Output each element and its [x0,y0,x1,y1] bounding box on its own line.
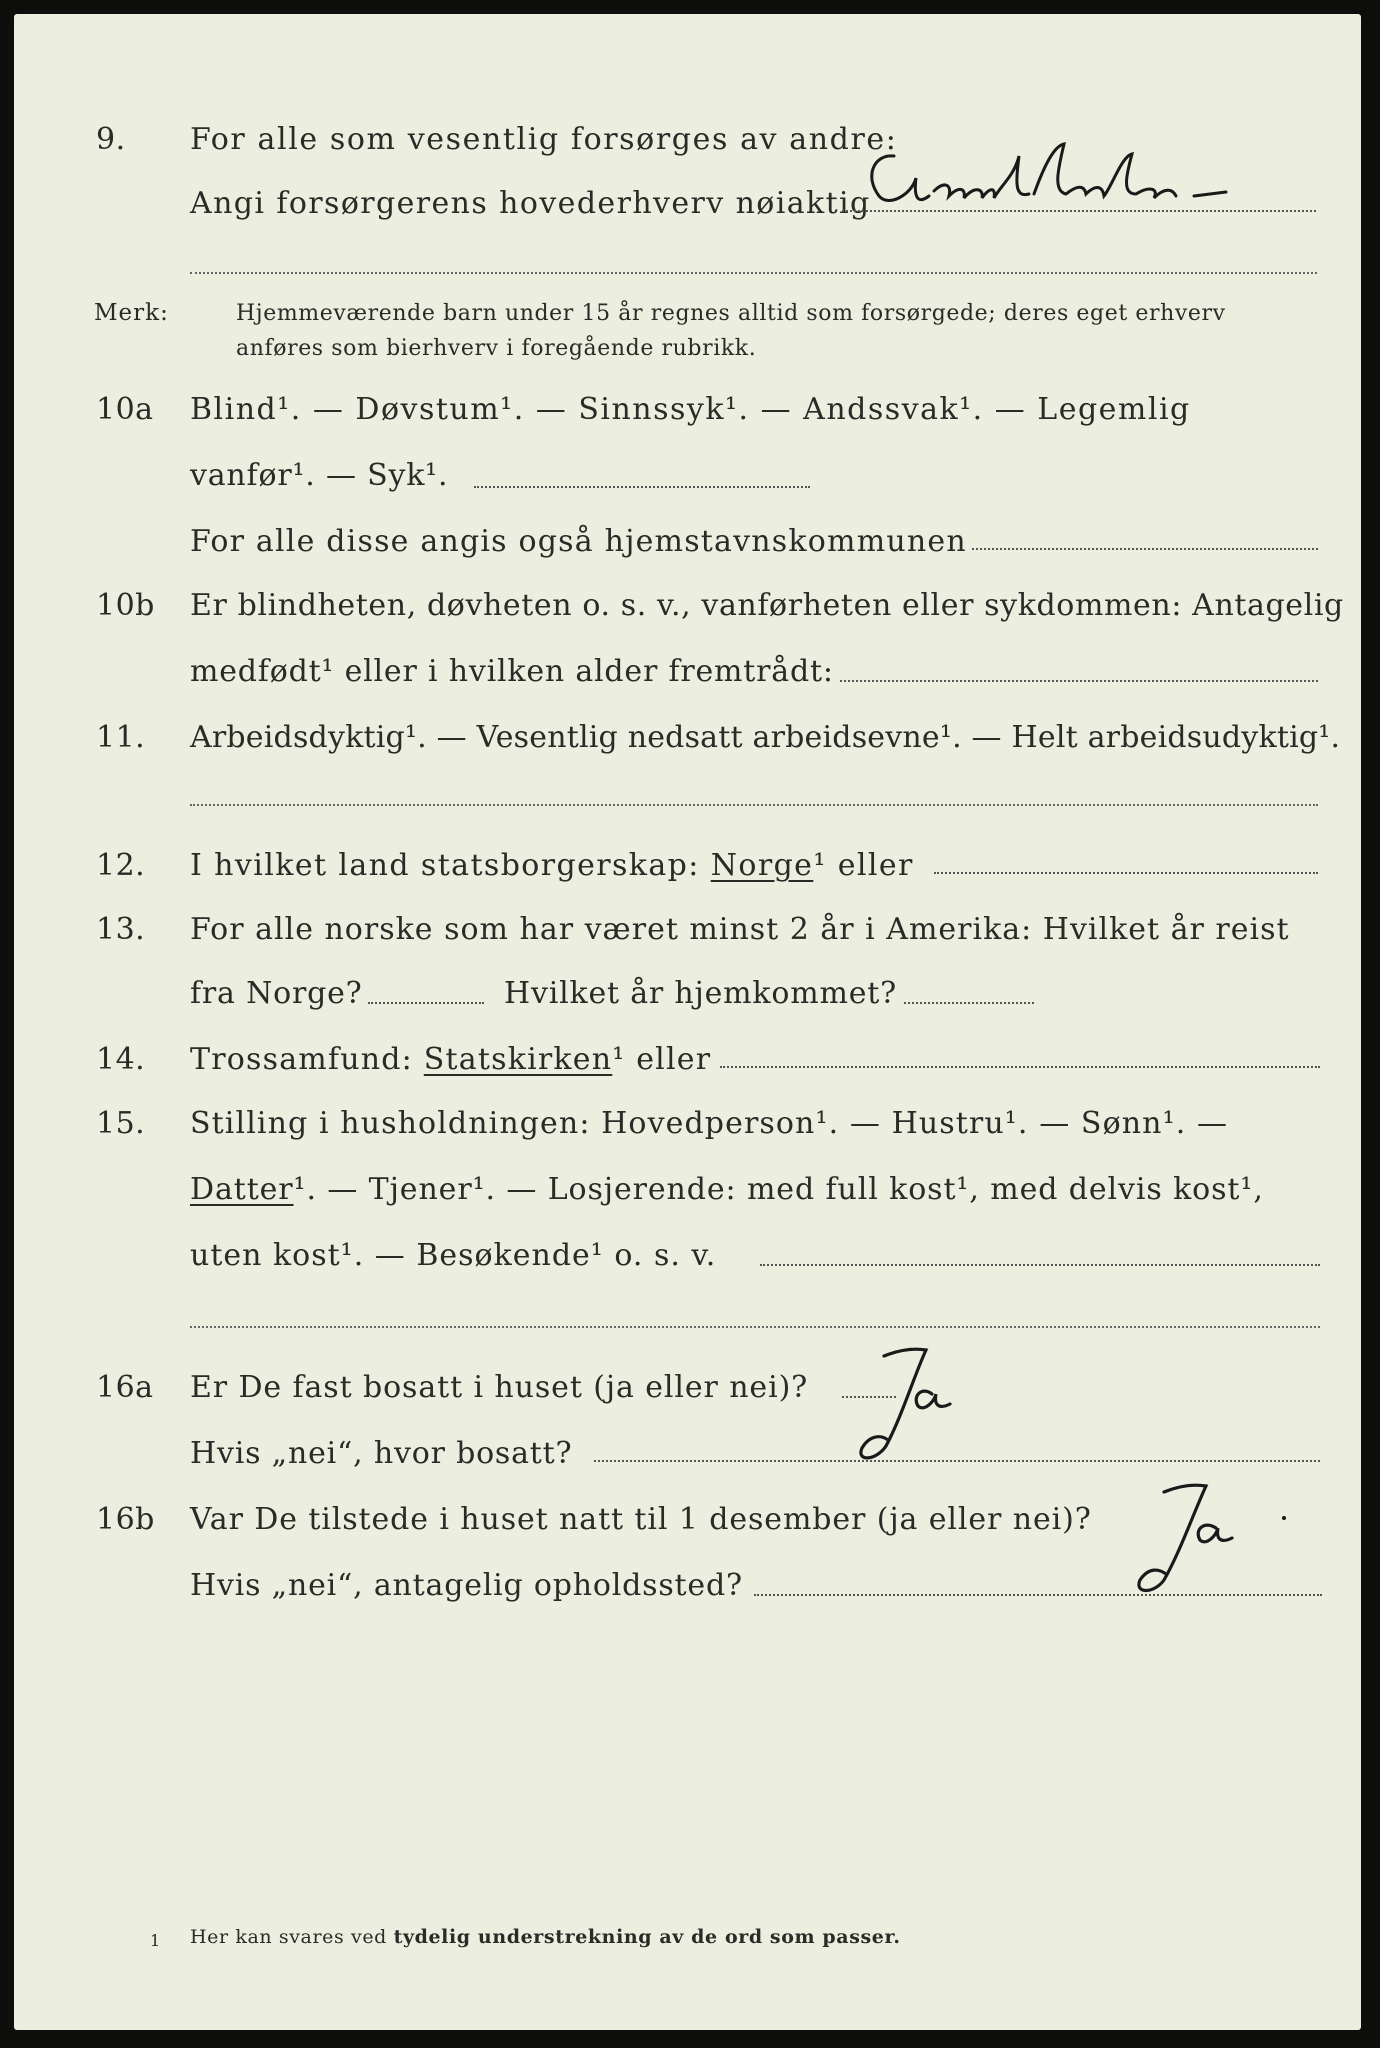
q9-extra-line [190,272,1317,274]
q9-line1: For alle som vesentlig forsørges av andre: [190,122,898,157]
q9-number: 9. [96,122,126,157]
q10b-line2-fill [840,680,1318,682]
q11-extra-line [190,804,1318,806]
q14-fill [720,1066,1320,1068]
q16a-line2: Hvis „nei“, hvor bosatt? [190,1436,573,1471]
merk-label: Merk: [94,300,169,326]
q10b-line2: medfødt¹ eller i hvilken alder fremtrådt: [190,654,834,689]
q9-handwritten-answer [854,136,1294,226]
footnote [190,1926,901,1948]
q12-prefix: I hvilket land statsborgerskap: [190,848,700,883]
merk-line2: anføres som bierhverv i foregående rubrikk. [236,336,757,361]
q15-underlined: Datter [190,1172,294,1207]
q15-line3: uten kost¹. — Besøkende¹ o. s. v. [190,1238,717,1273]
q13-line1: For alle norske som har været minst 2 år i Amerika: Hvilket år reist [190,912,1290,947]
merk-line1: Hjemmeværende barn under 15 år regnes alltid som forsørgede; deres eget erhverv [236,301,1226,326]
q16a-line1: Er De fast bosatt i huset (ja eller nei)? [190,1370,809,1405]
q10a-line2: vanfør¹. — Syk¹. [190,458,449,493]
q14-suffix: ¹ eller [612,1042,712,1077]
q16a-handwritten-answer [814,1336,994,1476]
q10a-line2-fill [474,486,810,488]
q10b-number: 10b [96,588,155,623]
q14-prefix: Trossamfund: [190,1042,413,1077]
q13-line2a: fra Norge? [190,976,363,1011]
q11-number: 11. [96,720,146,755]
q16b-line1: Var De tilstede i huset natt til 1 desember (ja eller nei)? [190,1502,1092,1537]
q12-fill [934,872,1318,874]
q13-line2b: Hvilket år hjemkommet? [504,976,898,1011]
q9-line2: Angi forsørgerens hovederhverv nøiaktig [190,186,871,221]
q15-line2-rest: ¹. — Tjener¹. — Losjerende: med full kost¹, med delvis kost¹, [293,1172,1264,1207]
q10a-line1: Blind¹. — Døvstum¹. — Sinnssyk¹. — Andssvak¹. — Legemlig [190,392,1191,427]
q12-suffix: ¹ eller [813,848,914,883]
q13-number: 13. [96,912,146,947]
q10b-line1: Er blindheten, døvheten o. s. v., vanførheten eller sykdommen: Antagelig [190,588,1344,623]
q12-line [190,848,914,883]
q10a-line3-fill [972,548,1318,550]
q13-line2b-fill [904,1002,1034,1004]
footnote-bold-text: tydelig understrekning av de ord som passer. [393,1926,901,1948]
q11-line1: Arbeidsdyktig¹. — Vesentlig nedsatt arbeidsevne¹. — Helt arbeidsudyktig¹. [190,720,1341,755]
census-form-page [14,14,1361,2030]
q16b-line2: Hvis „nei“, antagelig opholdssted? [190,1568,743,1603]
q10a-number: 10a [96,392,154,427]
q13-line2a-fill [368,1002,484,1004]
q15-line3-fill [760,1264,1320,1266]
q10a-line3: For alle disse angis også hjemstavnskommunen [190,524,967,559]
footnote-text: Her kan svares ved [190,1926,387,1948]
q15-line2 [190,1172,1264,1207]
q12-number: 12. [96,848,146,883]
q14-line [190,1042,711,1077]
footnote-mark: 1 [150,1931,161,1950]
q15-extra-line [190,1326,1320,1328]
q15-line1: Stilling i husholdningen: Hovedperson¹. — Hustru¹. — Sønn¹. — [190,1106,1229,1141]
q16a-number: 16a [96,1370,154,1405]
q14-underlined: Statskirken [423,1042,613,1077]
q16b-number: 16b [96,1502,155,1537]
q16b-handwritten-answer [1094,1468,1314,1608]
q15-number: 15. [96,1106,146,1141]
q14-number: 14. [96,1042,146,1077]
q12-underlined: Norge [710,848,814,883]
